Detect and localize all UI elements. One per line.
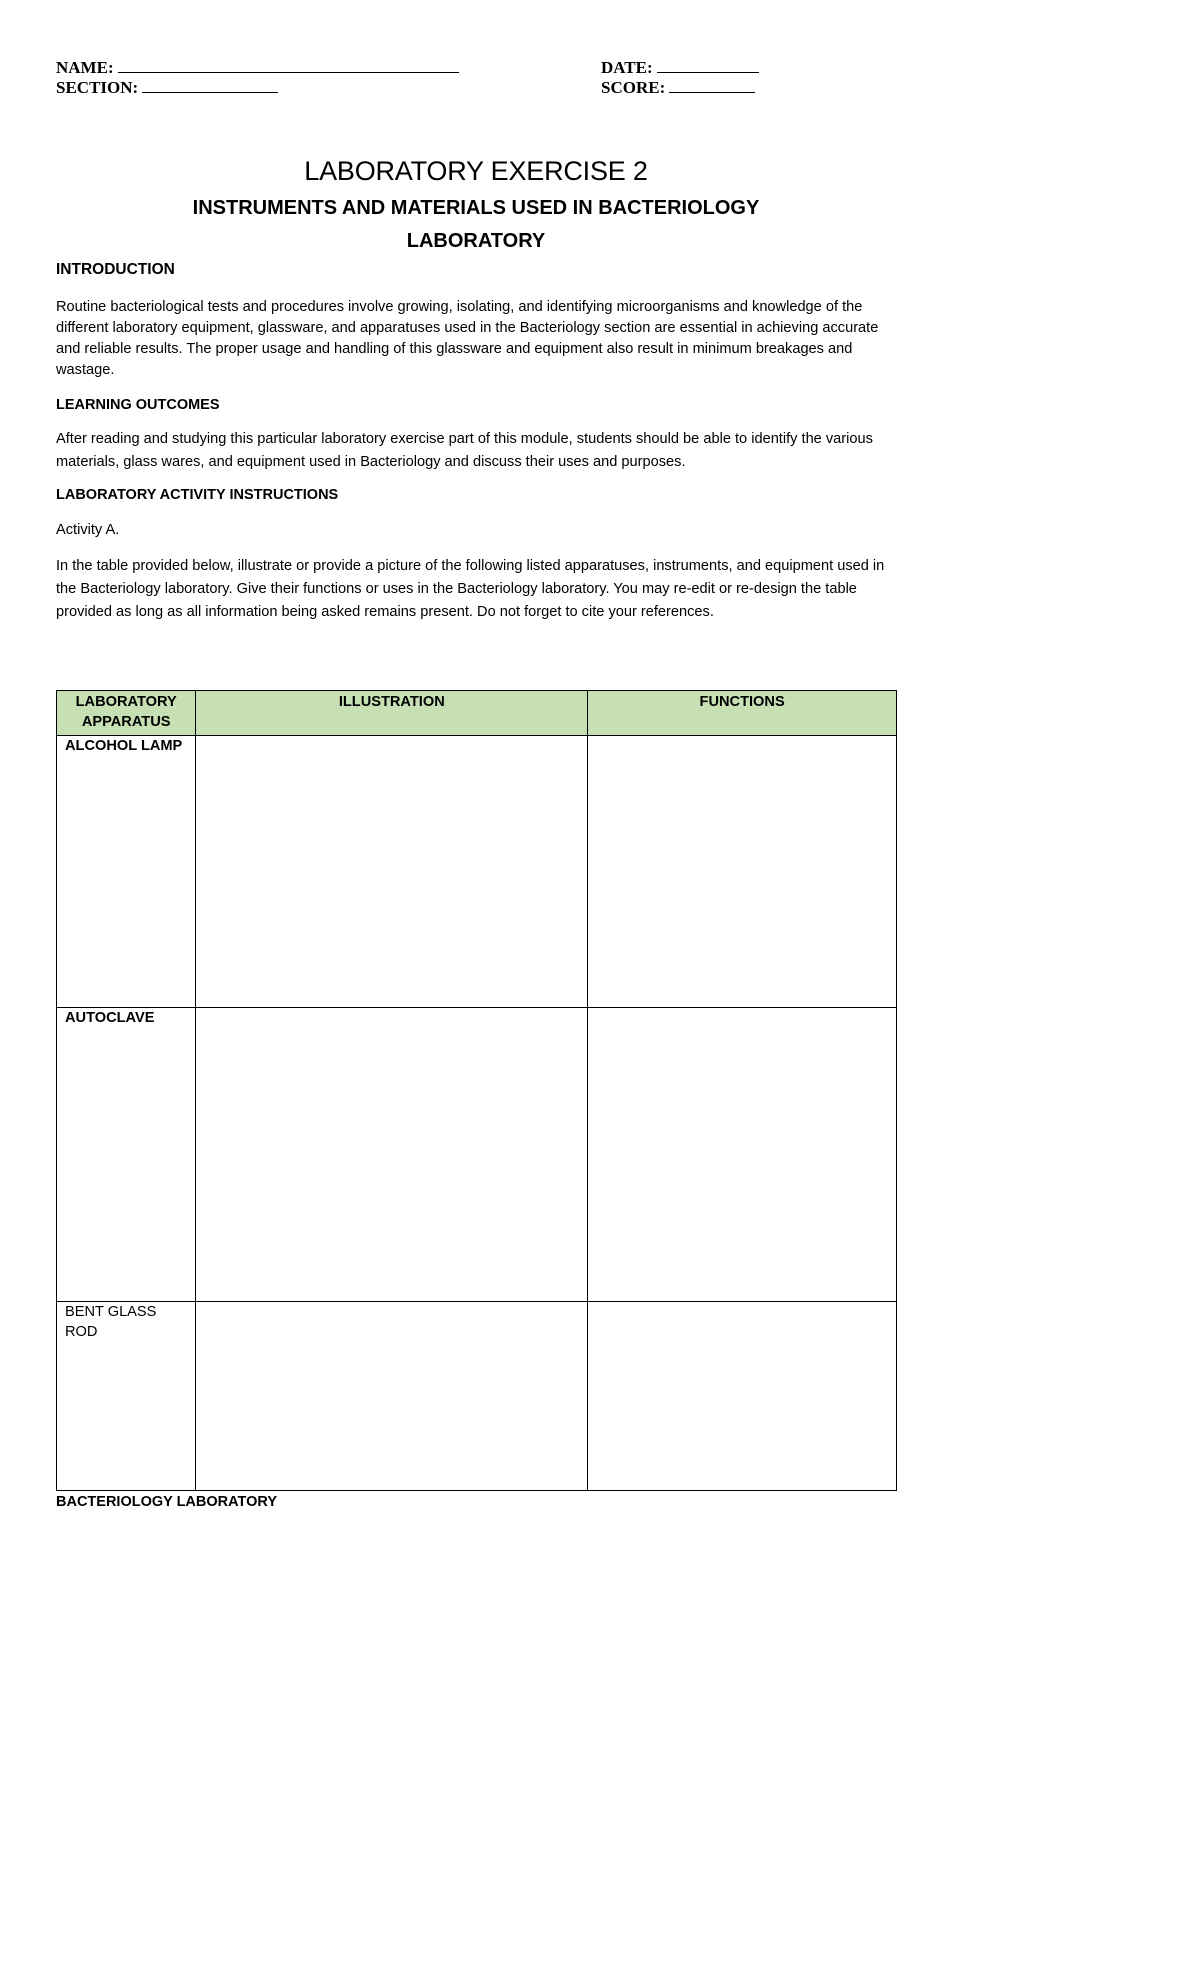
header-illustration: ILLUSTRATION: [196, 691, 588, 736]
table-row: [57, 1008, 897, 1302]
header-functions: FUNCTIONS: [588, 691, 897, 736]
learning-outcomes-heading: LEARNING OUTCOMES: [56, 397, 220, 413]
score-blank-line[interactable]: [669, 77, 755, 93]
section-field[interactable]: [56, 77, 278, 98]
apparatus-table: [56, 690, 897, 1491]
section-label: SECTION:: [56, 78, 139, 97]
name-label: NAME:: [56, 58, 114, 77]
date-blank-line[interactable]: [657, 57, 759, 73]
page-subtitle-line1: INSTRUMENTS AND MATERIALS USED IN BACTERIOLOGY: [192, 197, 760, 219]
introduction-text: Routine bacteriological tests and procedures involve growing, isolating, and identifying microorganisms and knowledge of the different laboratory equipment, glassware, and apparatuses used in the Bacteriology section are essential in achieving accurate and reliable results. The proper usage and handling of this glassware and equipment also result in minimum breakages and wastage.: [56, 299, 879, 378]
table-row: [57, 736, 897, 1008]
illustration-cell[interactable]: [196, 1302, 588, 1491]
date-label: DATE:: [601, 58, 653, 77]
name-field[interactable]: [56, 57, 459, 78]
table-header-row: [57, 691, 897, 736]
page-subtitle-line2: LABORATORY: [406, 230, 546, 252]
page-title: LABORATORY EXERCISE 2: [304, 156, 648, 186]
name-blank-line[interactable]: [118, 57, 459, 73]
learning-outcomes-text: After reading and studying this particular laboratory exercise part of this module, students should be able to identify the various materials, glass wares, and equipment used in Bacteriology and discuss their uses and purposes.: [56, 431, 873, 470]
header-apparatus: LABORATORY APPARATUS: [57, 691, 196, 736]
date-field[interactable]: [601, 57, 759, 78]
functions-cell[interactable]: [588, 1302, 897, 1491]
apparatus-name-cell: BENT GLASS ROD: [57, 1302, 196, 1491]
table-row: [57, 1302, 897, 1491]
score-label: SCORE:: [601, 78, 666, 97]
section-blank-line[interactable]: [142, 77, 278, 93]
apparatus-name-cell: ALCOHOL LAMP: [57, 736, 196, 1008]
illustration-cell[interactable]: [196, 1008, 588, 1302]
activity-instructions-text: In the table provided below, illustrate or provide a picture of the following listed apparatuses, instruments, and equipment used in the Bacteriology laboratory. Give their functions or uses in the Bacteriology laboratory. You may re-edit or re-design the table provided as long as all information being asked remains present. Do not forget to cite your references.: [56, 558, 885, 620]
functions-cell[interactable]: [588, 736, 897, 1008]
introduction-heading: INTRODUCTION: [56, 261, 175, 278]
apparatus-name-cell: AUTOCLAVE: [57, 1008, 196, 1302]
activity-instructions-heading: LABORATORY ACTIVITY INSTRUCTIONS: [56, 487, 339, 503]
functions-cell[interactable]: [588, 1008, 897, 1302]
score-field[interactable]: [601, 77, 755, 98]
illustration-cell[interactable]: [196, 736, 588, 1008]
activity-label: Activity A.: [56, 522, 120, 538]
page-footer: BACTERIOLOGY LABORATORY: [56, 1494, 277, 1510]
